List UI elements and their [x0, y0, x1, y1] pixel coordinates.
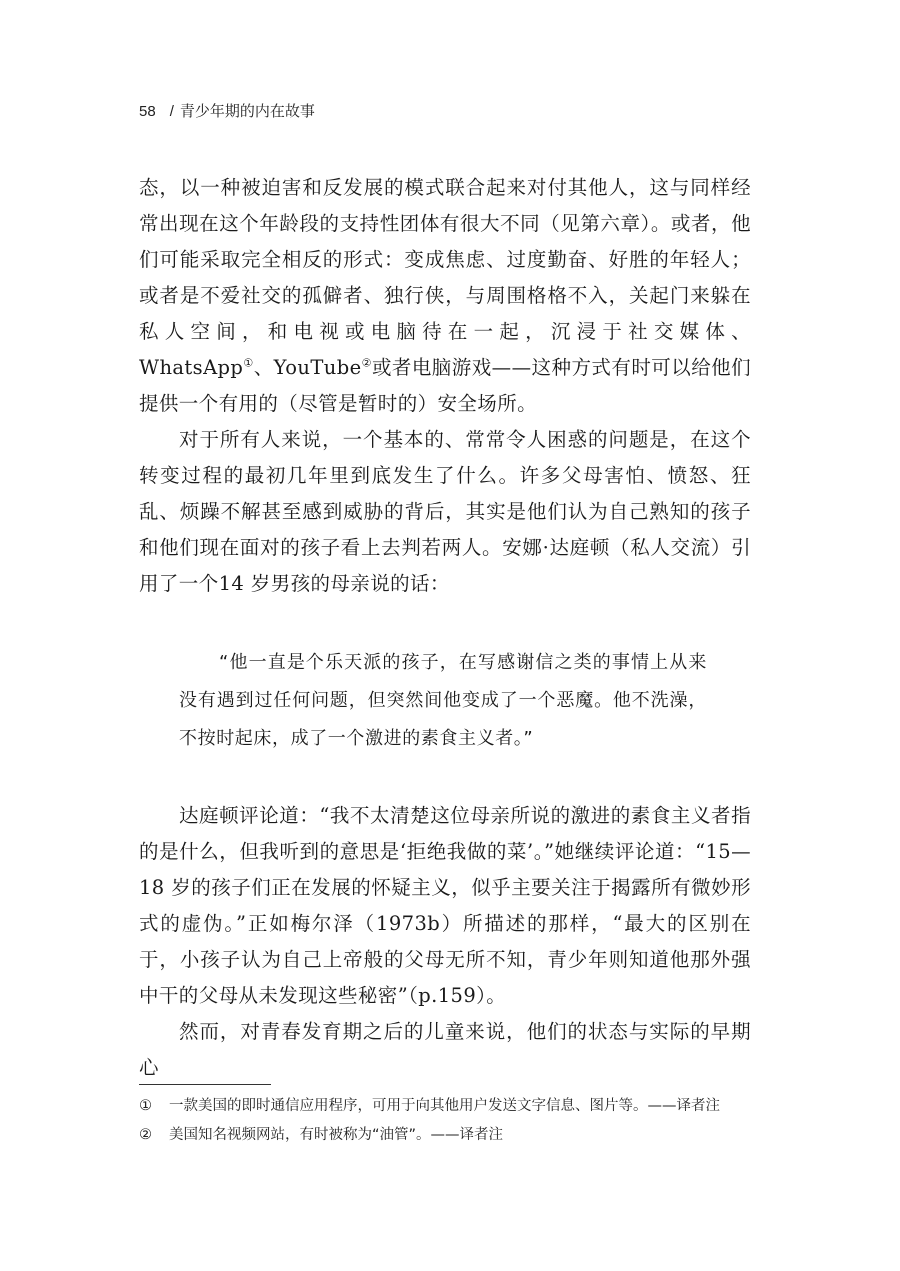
footnote-2-mark: ②: [139, 1127, 152, 1143]
footnotes: [139, 1095, 751, 1153]
book-title: 青少年期的内在故事: [179, 103, 315, 120]
paragraph-3: 达庭顿评论道：“我不太清楚这位母亲所说的激进的素食主义者指的是什么，但我听到的意思是‘拒绝我做的菜’。”她继续评论道：“15—18 岁的孩子们正在发展的怀疑主义，似乎主要关注于揭露所有微妙形式的虚伪。”正如梅尔泽（1973b）所描述的那样，“最大的区别在于，小孩子认为自己上帝般的父母无所不知，青少年则知道他那外强中干的父母从未发现这些秘密”（p.159）。: [139, 804, 751, 1007]
footnote-divider: [139, 1084, 271, 1085]
footnote-1: [139, 1095, 751, 1118]
footnote-2-text: 美国知名视频网站，有时被称为“油管”。——译者注: [169, 1127, 504, 1143]
paragraph-1-part-a: 态，以一种被迫害和反发展的模式联合起来对付其他人，这与同样经常出现在这个年龄段的支持性团体有很大不同（见第六章）。或者，他们可能采取完全相反的形式：变成焦虑、过度勤奋、好胜的年轻人；或者是不爱社交的孤僻者、独行侠，与周围格格不入，关起门来躲在私人空间，和电视或电脑待在一起，沉浸于社交媒体、WhatsApp: [139, 176, 751, 379]
footnote-1-text: 一款美国的即时通信应用程序，可用于向其他用户发送文字信息、图片等。——译者注: [169, 1098, 720, 1114]
page-number: 58: [139, 103, 156, 120]
footnote-2: [139, 1124, 751, 1147]
paragraph-2: 对于所有人来说，一个基本的、常常令人困惑的问题是，在这个转变过程的最初几年里到底发生了什么。许多父母害怕、愤怒、狂乱、烦躁不解甚至感到威胁的背后，其实是他们认为自己熟知的孩子和他们现在面对的孩子看上去判若两人。安娜·达庭顿（私人交流）引用了一个14 岁男孩的母亲说的话：: [139, 428, 751, 595]
body-text: [139, 170, 751, 1086]
header-separator: /: [169, 103, 174, 120]
footnote-ref-1: ①: [243, 356, 254, 370]
paragraph-1: [139, 170, 751, 422]
paragraph-1-part-c: 或者电脑游戏——这种方式有时可以给他们提供一个有用的（尽管是暂时的）安全场所。: [139, 356, 752, 415]
footnote-1-mark: ①: [139, 1098, 152, 1114]
block-quote: “他一直是个乐天派的孩子，在写感谢信之类的事情上从来没有遇到过任何问题，但突然间他变成了一个恶魔。他不洗澡，不按时起床，成了一个激进的素食主义者。”: [179, 652, 707, 749]
paragraph-1-part-b: 、YouTube: [253, 356, 362, 379]
paragraph-4: 然而，对青春发育期之后的儿童来说，他们的状态与实际的早期心: [139, 1020, 751, 1079]
footnote-ref-2: ②: [361, 356, 372, 370]
running-header: [139, 100, 315, 121]
